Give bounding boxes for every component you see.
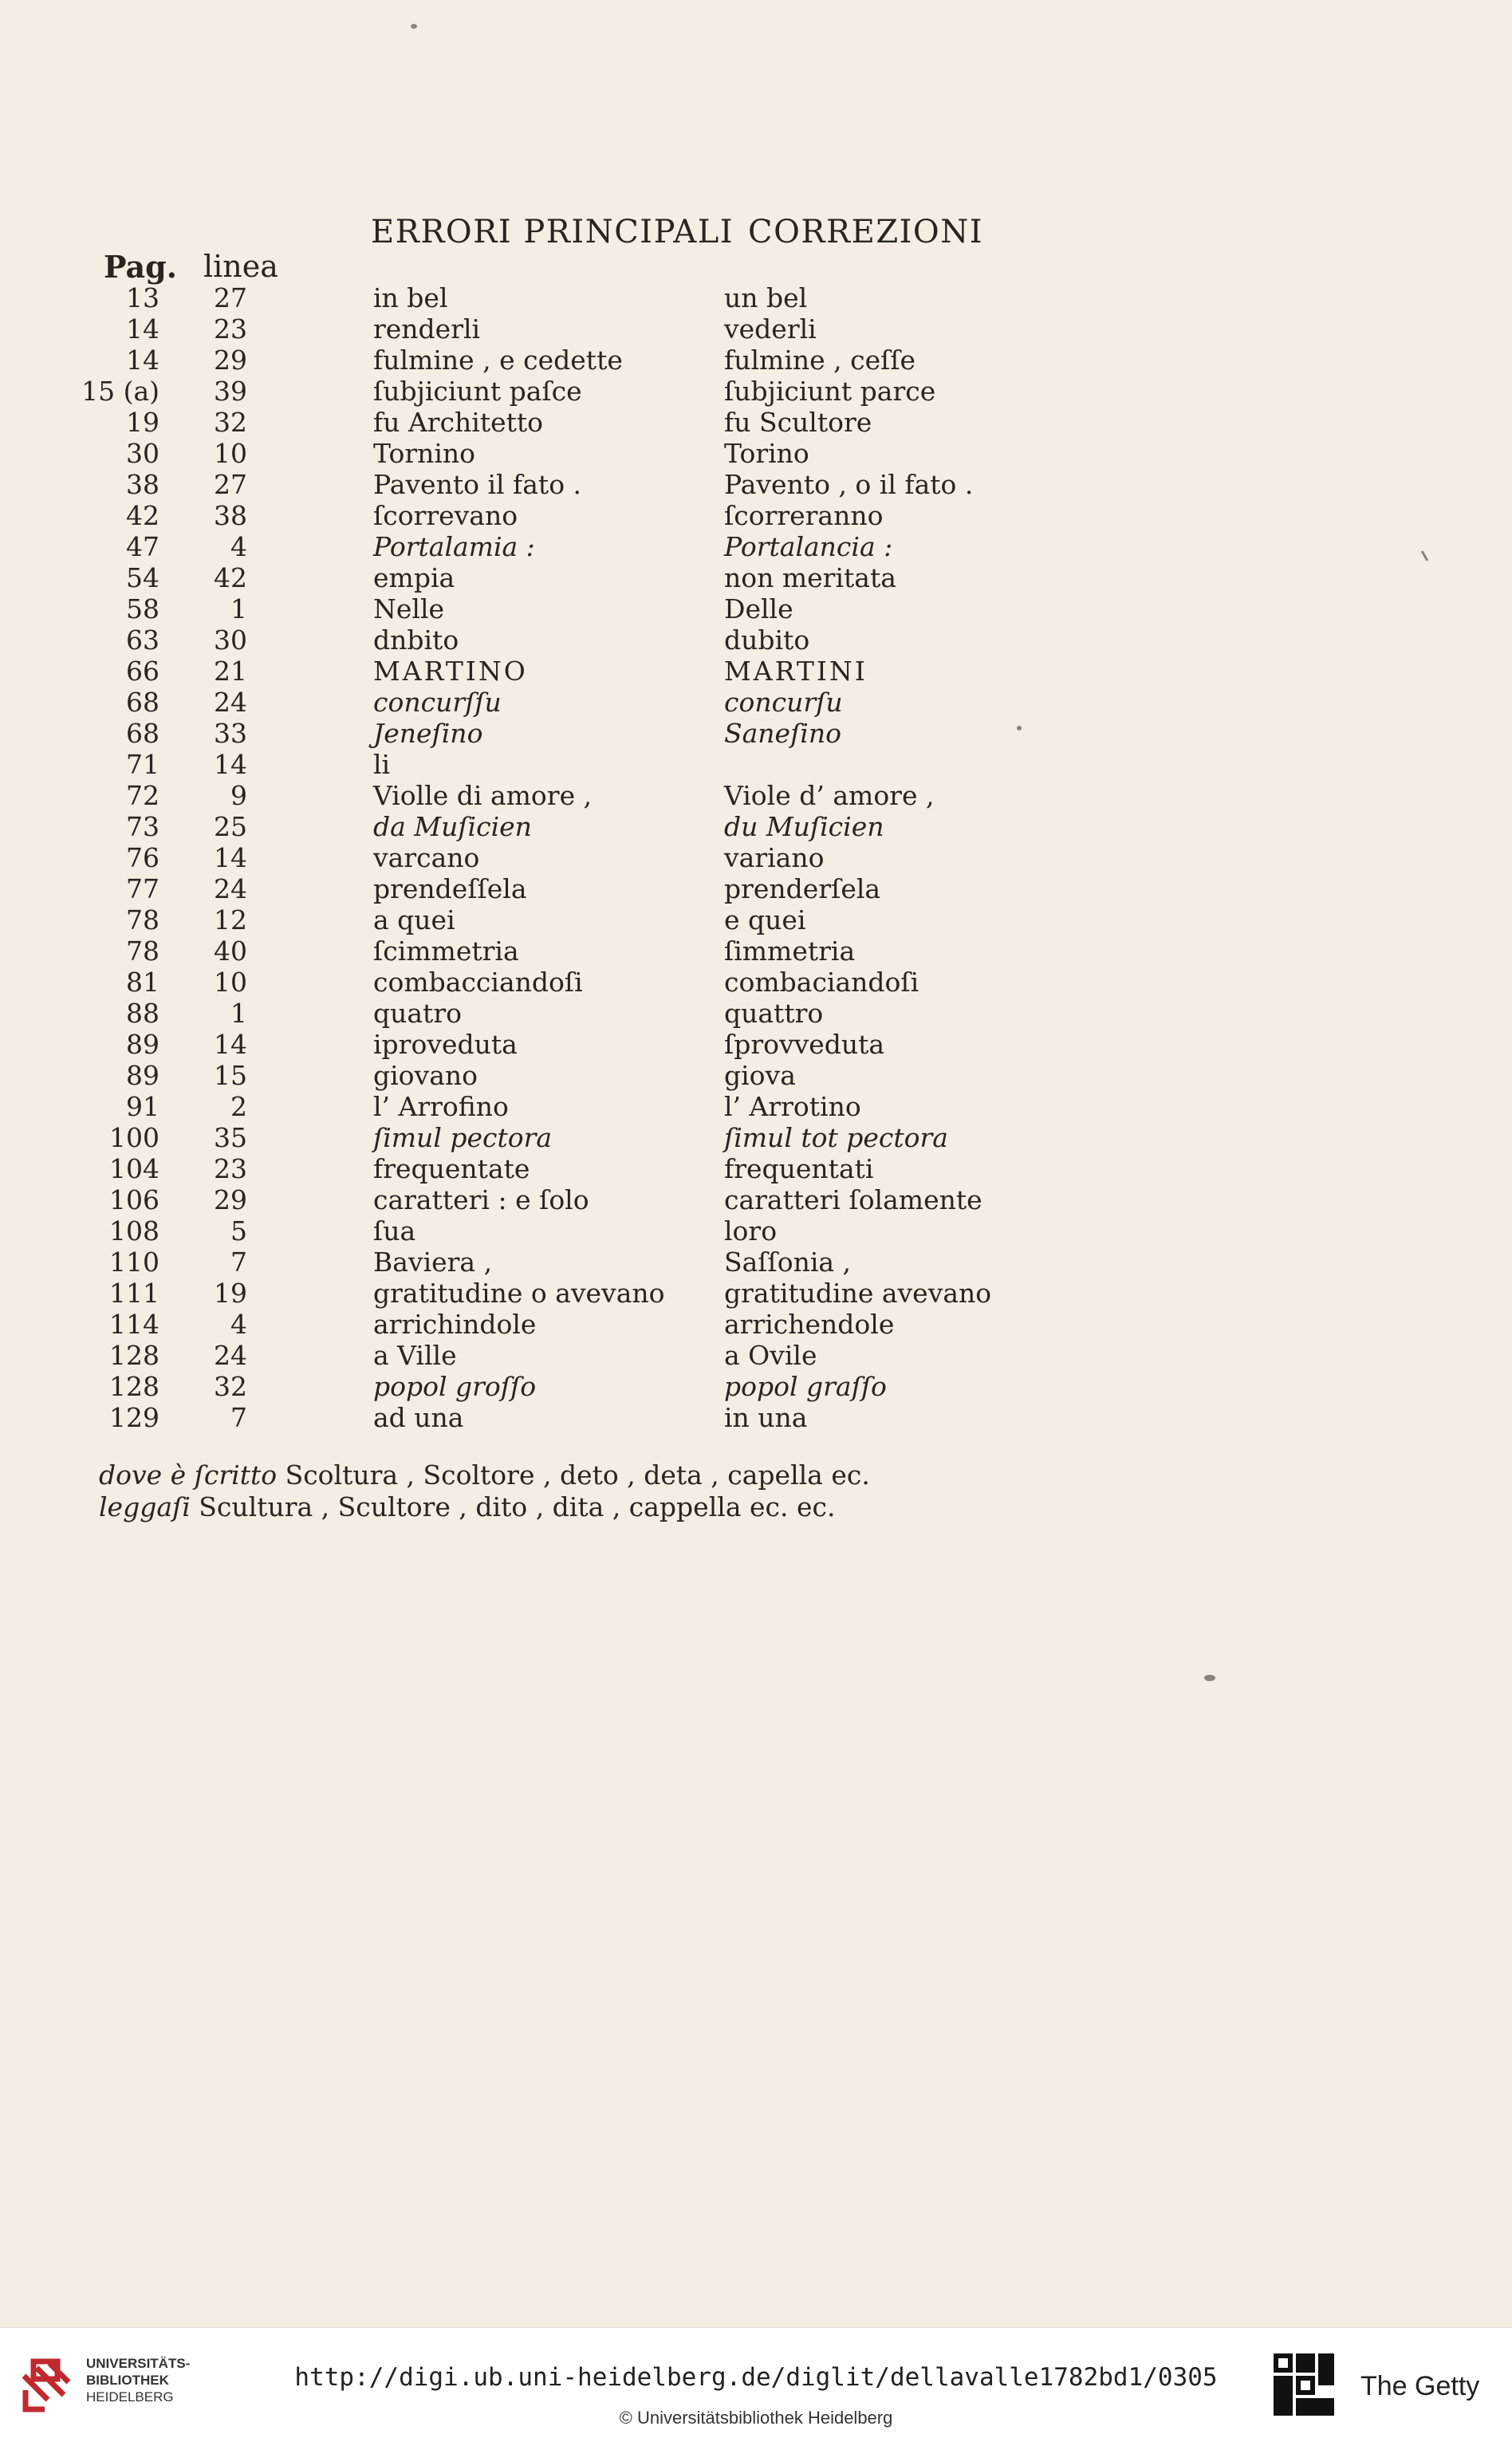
page-number: 68 <box>126 718 159 749</box>
page-number: 78 <box>126 935 159 967</box>
error-text: caratteri : e ſolo <box>373 1184 589 1215</box>
errata-row <box>0 404 1512 438</box>
correction-text: un bel <box>724 282 808 313</box>
page-number: 72 <box>126 780 159 811</box>
line-number: 30 <box>214 624 247 656</box>
line-number: 7 <box>230 1247 247 1278</box>
errata-row <box>0 839 1512 873</box>
correction-text: Portalancia : <box>724 531 893 562</box>
page-number: 81 <box>126 967 159 998</box>
page-number: 47 <box>126 531 159 562</box>
line-number: 33 <box>214 718 247 749</box>
errata-row <box>0 870 1512 904</box>
errata-row <box>0 310 1512 345</box>
page-number: 111 <box>109 1278 159 1309</box>
error-text: MARTINO <box>373 656 528 687</box>
correction-text: fu Scultore <box>724 407 872 438</box>
note-line-2-text: Scultura , Scultore , dito , dita , cappella ec. ec. <box>199 1491 836 1522</box>
correction-text: gratitudine avevano <box>724 1278 992 1309</box>
error-text: fulmine , e cedette <box>373 345 623 376</box>
column-header-line: linea <box>203 249 278 284</box>
error-text: Pavento il fato . <box>373 469 582 500</box>
errata-row <box>0 435 1512 469</box>
error-text: concurſſu <box>373 687 502 718</box>
errata-row <box>0 590 1512 624</box>
errata-row <box>0 1337 1512 1371</box>
uni-name-line-1: UNIVERSITÄTS- <box>86 2356 191 2371</box>
errata-row <box>0 777 1512 811</box>
line-number: 32 <box>214 407 247 438</box>
page-number: 71 <box>126 749 159 780</box>
page-number: 110 <box>109 1247 159 1278</box>
correction-text: MARTINI <box>724 656 868 687</box>
viewer-footer <box>0 2327 1512 2438</box>
note-line-2 <box>99 1491 835 1522</box>
corrections-title: CORREZIONI <box>748 214 984 250</box>
errata-row <box>0 963 1512 998</box>
correction-text: caratteri ſolamente <box>724 1184 982 1215</box>
line-number: 29 <box>214 1184 247 1215</box>
errata-row <box>0 1088 1512 1122</box>
page-number: 91 <box>126 1091 159 1122</box>
line-number: 14 <box>214 1029 247 1060</box>
correction-text: frequentati <box>724 1153 874 1184</box>
correction-text: ſubjiciunt parce <box>724 376 936 407</box>
error-text: da Muſicien <box>373 811 532 842</box>
line-number: 23 <box>214 1153 247 1184</box>
correction-text: fulmine , ceſſe <box>724 345 916 376</box>
page-number: 14 <box>126 313 159 345</box>
errata-row <box>0 372 1512 407</box>
error-text: frequentate <box>373 1153 530 1184</box>
line-number: 35 <box>214 1122 247 1153</box>
errata-row <box>0 528 1512 562</box>
paper-speck <box>1204 1675 1215 1681</box>
page-number: 15 (a) <box>81 376 159 407</box>
correction-text: ſprovveduta <box>724 1029 885 1060</box>
correction-text: concurſu <box>724 687 843 718</box>
page-number: 38 <box>126 469 159 500</box>
error-text: ſcorrevano <box>373 500 518 531</box>
line-number: 10 <box>214 967 247 998</box>
uni-name-line-2: BIBLIOTHEK <box>86 2373 169 2388</box>
errata-row <box>0 808 1512 842</box>
page-number: 13 <box>126 282 159 313</box>
correction-text: Viole d’ amore , <box>724 780 935 811</box>
correction-text: du Muſicien <box>724 811 884 842</box>
line-number: 21 <box>214 656 247 687</box>
line-number: 2 <box>230 1091 247 1122</box>
errata-row <box>0 1306 1512 1340</box>
error-text: Portalamia : <box>373 531 535 562</box>
error-text: ad una <box>373 1402 464 1433</box>
correction-text: quattro <box>724 998 824 1029</box>
correction-text: Torino <box>724 438 809 469</box>
line-number: 10 <box>214 438 247 469</box>
page-number: 76 <box>126 842 159 873</box>
correction-text: popol graſſo <box>724 1371 887 1402</box>
correction-text: a Ovile <box>724 1340 817 1371</box>
errata-row <box>0 1181 1512 1215</box>
errata-table <box>0 279 1512 1433</box>
line-number: 4 <box>230 1309 247 1340</box>
errata-row <box>0 497 1512 531</box>
errata-row <box>0 932 1512 967</box>
error-text: dnbito <box>373 624 459 656</box>
page-number: 88 <box>126 998 159 1029</box>
error-text: a quei <box>373 904 455 935</box>
line-number: 1 <box>230 593 247 624</box>
error-text: Violle di amore , <box>373 780 593 811</box>
error-text: combacciandoſi <box>373 967 583 998</box>
correction-text: Delle <box>724 593 793 624</box>
correction-text: ſcorreranno <box>724 500 884 531</box>
page-number: 19 <box>126 407 159 438</box>
page-number: 68 <box>126 687 159 718</box>
line-number: 29 <box>214 345 247 376</box>
line-number: 14 <box>214 749 247 780</box>
correction-text: ſimul tot pectora <box>724 1122 948 1153</box>
page-number: 54 <box>126 562 159 593</box>
errata-row <box>0 1026 1512 1060</box>
errata-row <box>0 1150 1512 1184</box>
line-number: 27 <box>214 282 247 313</box>
correction-text: variano <box>724 842 825 873</box>
errata-row <box>0 1119 1512 1153</box>
error-text: ſcimmetria <box>373 935 519 967</box>
correction-text: Saſſonia , <box>724 1247 852 1278</box>
error-text: arrichindole <box>373 1309 537 1340</box>
errata-row <box>0 341 1512 376</box>
correction-text: non meritata <box>724 562 896 593</box>
line-number: 5 <box>230 1215 247 1247</box>
line-number: 42 <box>214 562 247 593</box>
errata-row <box>0 1243 1512 1278</box>
errata-row <box>0 621 1512 656</box>
correction-text: Pavento , o il fato . <box>724 469 974 500</box>
errata-row <box>0 1057 1512 1091</box>
line-number: 24 <box>214 687 247 718</box>
page-number: 100 <box>109 1122 159 1153</box>
note-line-1-italic: dove è ſcritto <box>99 1459 278 1491</box>
uni-name-line-3: HEIDELBERG <box>86 2389 174 2405</box>
line-number: 12 <box>214 904 247 935</box>
line-number: 7 <box>230 1402 247 1433</box>
line-number: 38 <box>214 500 247 531</box>
error-text: varcano <box>373 842 480 873</box>
page-number: 128 <box>109 1371 159 1402</box>
errata-row <box>0 746 1512 780</box>
page-number: 104 <box>109 1153 159 1184</box>
page-number: 108 <box>109 1215 159 1247</box>
correction-text: l’ Arrotino <box>724 1091 861 1122</box>
line-number: 39 <box>214 376 247 407</box>
errata-row <box>0 1274 1512 1309</box>
page-number: 114 <box>109 1309 159 1340</box>
errata-row <box>0 994 1512 1029</box>
page-number: 30 <box>126 438 159 469</box>
correction-text: Saneſino <box>724 718 841 749</box>
errata-title: ERRORI PRINCIPALI <box>371 214 734 250</box>
copyright-notice: © Universitätsbibliothek Heidelberg <box>619 2408 893 2428</box>
errata-row <box>0 1399 1512 1433</box>
line-number: 40 <box>214 935 247 967</box>
note-line-2-italic: leggaſi <box>99 1491 191 1522</box>
errata-row <box>0 1212 1512 1247</box>
page-number: 77 <box>126 873 159 904</box>
page-number: 129 <box>109 1402 159 1433</box>
error-text: renderli <box>373 313 481 345</box>
error-text: li <box>373 749 391 780</box>
error-text: a Ville <box>373 1340 457 1371</box>
errata-row <box>0 652 1512 687</box>
line-number: 4 <box>230 531 247 562</box>
getty-name: The Getty <box>1360 2371 1480 2401</box>
error-text: empia <box>373 562 455 593</box>
errata-row <box>0 279 1512 313</box>
page-number: 14 <box>126 345 159 376</box>
note-line-1-text: Scoltura , Scoltore , deto , deta , capella ec. <box>285 1459 870 1491</box>
error-text: iproveduta <box>373 1029 518 1060</box>
errata-row <box>0 466 1512 500</box>
correction-text: e quei <box>724 904 806 935</box>
page-number: 78 <box>126 904 159 935</box>
correction-text: in una <box>724 1402 808 1433</box>
line-number: 19 <box>214 1278 247 1309</box>
line-number: 32 <box>214 1371 247 1402</box>
line-number: 23 <box>214 313 247 345</box>
error-text: in bel <box>373 282 448 313</box>
error-text: ſua <box>373 1215 416 1247</box>
error-text: l’ Arrofino <box>373 1091 509 1122</box>
correction-text: ſimmetria <box>724 935 856 967</box>
correction-text: prenderſela <box>724 873 881 904</box>
column-header-page: Pag. <box>104 249 177 285</box>
errata-row <box>0 683 1512 718</box>
error-text: fu Architetto <box>373 407 544 438</box>
page-number: 63 <box>126 624 159 656</box>
permalink-url[interactable]: http://digi.ub.uni-heidelberg.de/diglit/dellavalle1782bd1/0305 <box>294 2363 1218 2392</box>
paper-speck <box>411 24 417 29</box>
line-number: 25 <box>214 811 247 842</box>
error-text: giovano <box>373 1060 478 1091</box>
correction-text: dubito <box>724 624 810 656</box>
error-text: gratitudine o avevano <box>373 1278 665 1309</box>
page-number: 89 <box>126 1060 159 1091</box>
line-number: 24 <box>214 1340 247 1371</box>
page-number: 66 <box>126 656 159 687</box>
error-text: Nelle <box>373 593 445 624</box>
errata-row <box>0 715 1512 749</box>
correction-text: giova <box>724 1060 796 1091</box>
correction-text: arrichendole <box>724 1309 895 1340</box>
page-number: 89 <box>126 1029 159 1060</box>
line-number: 1 <box>230 998 247 1029</box>
page-number: 106 <box>109 1184 159 1215</box>
error-text: quatro <box>373 998 462 1029</box>
error-text: prendeſſela <box>373 873 527 904</box>
correction-text: loro <box>724 1215 778 1247</box>
error-text: popol groſſo <box>373 1371 537 1402</box>
line-number: 24 <box>214 873 247 904</box>
line-number: 14 <box>214 842 247 873</box>
page-number: 73 <box>126 811 159 842</box>
line-number: 27 <box>214 469 247 500</box>
errata-row <box>0 901 1512 935</box>
errata-row <box>0 559 1512 593</box>
errata-row <box>0 1368 1512 1402</box>
line-number: 15 <box>214 1060 247 1091</box>
correction-text: combaciandoſi <box>724 967 919 998</box>
error-text: Jeneſino <box>373 718 483 749</box>
error-text: Baviera , <box>373 1247 493 1278</box>
page-number: 128 <box>109 1340 159 1371</box>
page-number: 58 <box>126 593 159 624</box>
correction-text: vederli <box>724 313 817 345</box>
note-line-1 <box>99 1459 870 1491</box>
error-text: ſubjiciunt paſce <box>373 376 582 407</box>
page-number: 42 <box>126 500 159 531</box>
getty-logo-icon <box>1272 2352 1336 2424</box>
error-text: ſimul pectora <box>373 1122 553 1153</box>
line-number: 9 <box>230 780 247 811</box>
error-text: Tornino <box>373 438 476 469</box>
